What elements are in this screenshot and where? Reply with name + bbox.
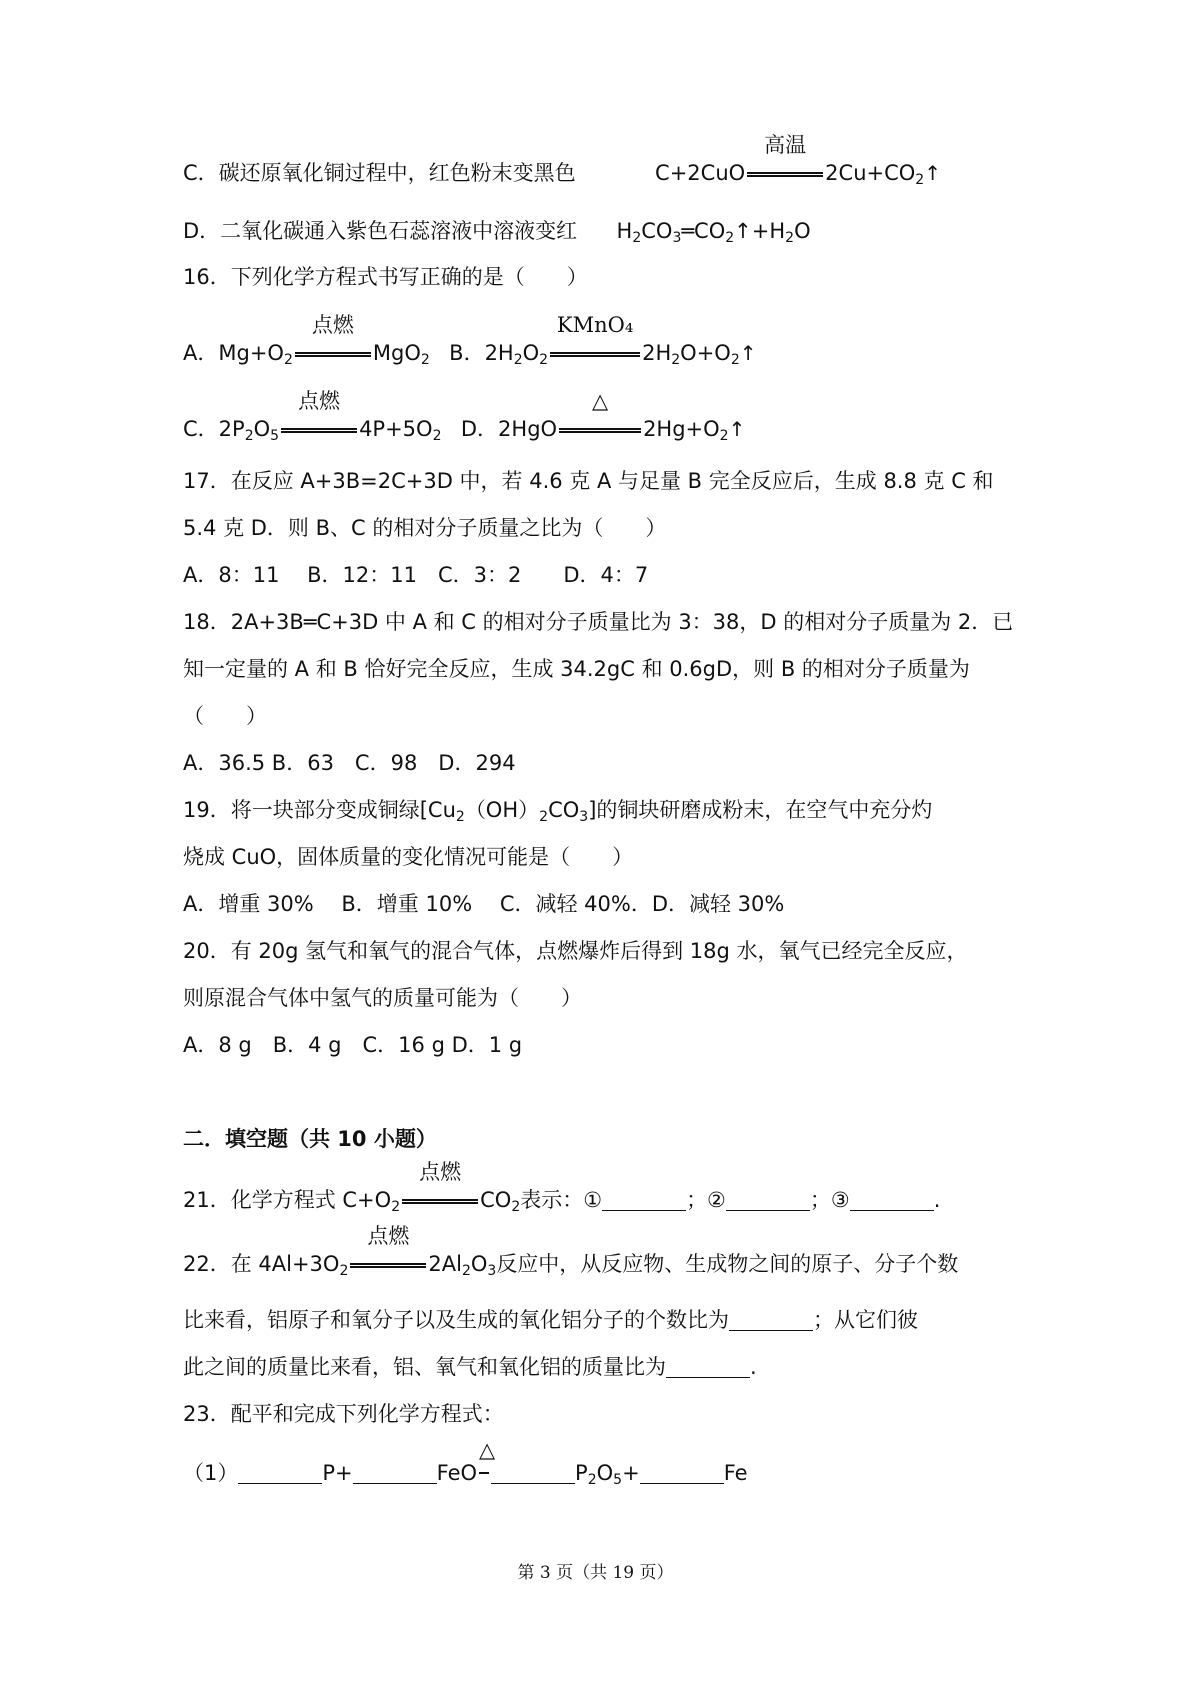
- q15-c-equation: C+2CuO 高温 $2Cu+CO_2↑$: [655, 133, 941, 188]
- coefficient-blank-feo[interactable]: [353, 1461, 437, 1484]
- q20-line2: 则原混合气体中氢气的质量可能为（ ）: [183, 986, 582, 1010]
- answer-blank-1[interactable]: [602, 1188, 686, 1211]
- q16-option-d: D．2HgO △ $2Hg+O_2↑$: [460, 389, 746, 444]
- answer-blank-ratio[interactable]: [729, 1308, 813, 1331]
- q21-line: 21．化学方程式 $C+O_2$ 点燃 $CO_2$表示：① ；② ；③ .: [183, 1160, 941, 1215]
- section-title: 二．填空题（共 10 小题）: [183, 1127, 437, 1151]
- q19-options: A．增重 30% B．增重 10% C．减轻 40%．D．减轻 30%: [183, 892, 785, 916]
- q16-options-ab: [183, 313, 757, 375]
- q15-d-text: D．二氧化碳通入紫色石蕊溶液中溶液变红: [183, 219, 578, 243]
- reaction-condition-arrow: 高温: [747, 158, 823, 188]
- reaction-condition-arrow: 点燃: [402, 1185, 478, 1215]
- gas-arrow-icon: ↑: [924, 161, 941, 185]
- q16-stem: 16．下列化学方程式书写正确的是（ ）: [183, 265, 588, 289]
- gas-arrow-icon: ↑: [739, 341, 757, 365]
- q18-line2: 知一定量的 A 和 B 恰好完全反应，生成 34.2gC 和 0.6gD，则 B 的相对分子质量为: [183, 657, 970, 681]
- q22-line3: 此之间的质量比来看，铝、氧气和氧化铝的质量比为 .: [183, 1355, 757, 1379]
- reaction-condition-arrow: 点燃: [350, 1249, 426, 1279]
- reaction-condition-arrow: △: [479, 1458, 489, 1488]
- q22-line1: 22．在 $4Al+3O_2$ 点燃 $2Al_2O_3$反应中，从反应物、生成物之间的原子、分子个数: [183, 1224, 959, 1279]
- answer-blank-2[interactable]: [726, 1188, 810, 1211]
- answer-blank-mass-ratio[interactable]: [666, 1355, 750, 1378]
- q15-option-d: [183, 216, 811, 253]
- q20-line1: 20．有 20g 氢气和氧气的混合气体，点燃爆炸后得到 18g 水，氧气已经完全反应，: [183, 939, 968, 963]
- q16-option-b: B．$2H_2O_2$ KMnO₄ $2H_2O+O_2↑$: [449, 313, 757, 368]
- q23-part1: （1） P+ FeO △ $P_2O_5+ Fe$: [183, 1438, 748, 1488]
- reaction-condition-arrow: 点燃: [295, 338, 371, 368]
- reaction-condition-arrow: KMnO₄: [550, 338, 640, 368]
- q16-options-cd: [183, 389, 746, 451]
- gas-arrow-icon: ↑: [728, 417, 746, 441]
- q18-line3: （ ）: [183, 704, 267, 728]
- q17-line2: 5.4 克 D．则 B、C 的相对分子质量之比为（ ）: [183, 516, 667, 540]
- answer-blank-3[interactable]: [850, 1188, 934, 1211]
- q19-line1: 19．将一块部分变成铜绿$[Cu_2(OH)_2CO_3]$的铜块研磨成粉末，在空气中充分灼: [183, 798, 933, 825]
- q17-line1: 17．在反应 A+3B=2C+3D 中，若 4.6 克 A 与足量 B 完全反应后，生成 8.8 克 C 和: [183, 469, 994, 493]
- q15-d-equation: $H_2CO_3═CO_2↑+H_2O$: [616, 219, 811, 246]
- q18-line1: 18．2A+3B═C+3D 中 A 和 C 的相对分子质量比为 3：38，D 的相对分子质量为 2．已: [183, 610, 1014, 634]
- q18-options: A．36.5 B．63 C．98 D．294: [183, 751, 516, 775]
- q23-stem: 23．配平和完成下列化学方程式：: [183, 1402, 504, 1426]
- q15-option-c: [183, 133, 941, 195]
- coefficient-blank-fe[interactable]: [640, 1461, 724, 1484]
- q16-option-a: A．$Mg+O_2$ 点燃 MgO$_2$: [183, 313, 430, 368]
- q16-option-c: C．$2P_2O_5$ 点燃 $4P+5O_2$: [183, 389, 442, 444]
- q17-options: A．8：11 B．12：11 C．3：2 D．4：7: [183, 563, 649, 587]
- coefficient-blank-p2o5[interactable]: [491, 1461, 575, 1484]
- q22-line2: 比来看，铝原子和氧分子以及生成的氧化铝分子的个数比为 ；从它们彼: [183, 1308, 918, 1332]
- q15-c-text: C．碳还原氧化铜过程中，红色粉末变黑色: [183, 161, 576, 185]
- q20-options: A．8 g B．4 g C．16 g D．1 g: [183, 1033, 523, 1057]
- coefficient-blank-p[interactable]: [238, 1461, 322, 1484]
- reaction-condition-arrow: 点燃: [281, 414, 357, 444]
- q19-line2: 烧成 CuO，固体质量的变化情况可能是（ ）: [183, 845, 634, 869]
- page-footer: 第 3 页（共 19 页）: [517, 1563, 674, 1583]
- reaction-condition-arrow: △: [559, 414, 641, 444]
